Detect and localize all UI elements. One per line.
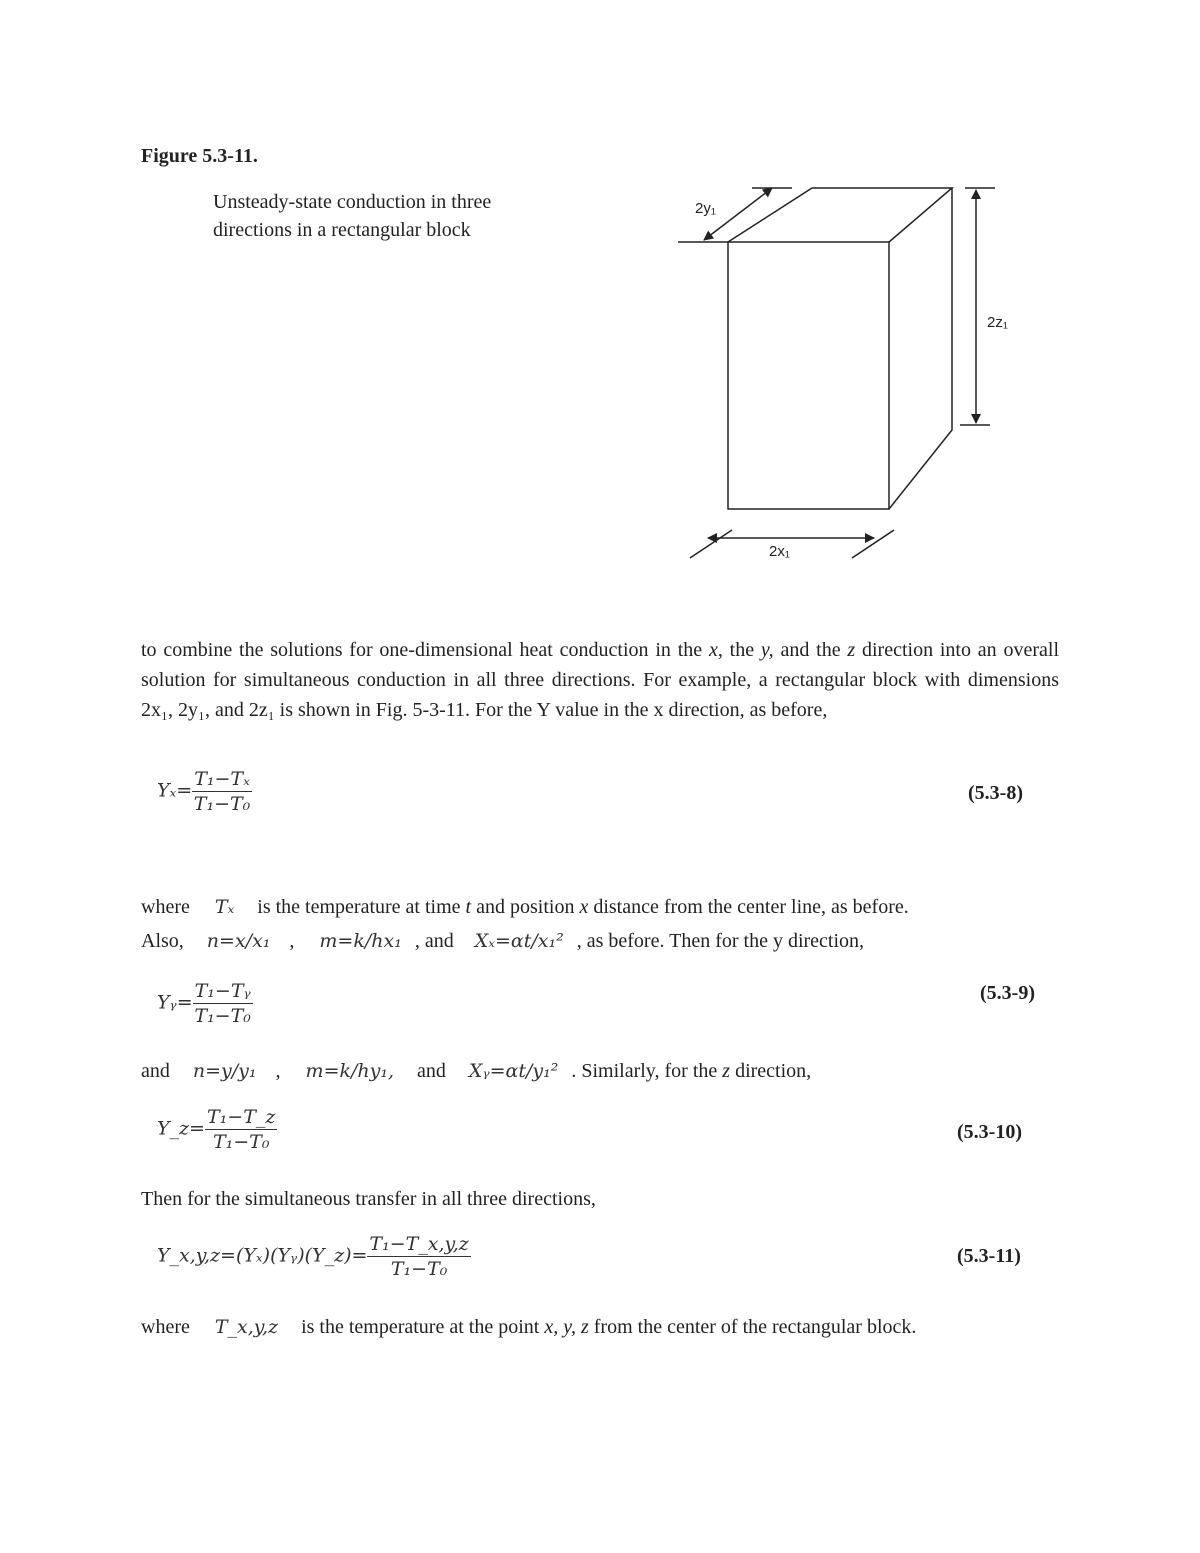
label-2z1: 2z₁ [987, 314, 1008, 331]
eq1-fraction: $\frac{\text{T₁−Tₓ}}{\text{T₁−T₀}}$ [193, 768, 251, 815]
equation-number-5-3-10: (5.3-10) [957, 1121, 1022, 1143]
where-txyz-line: where T_x,y,z is the temperature at the point x, y, z from the center of the rectangular block. [141, 1316, 917, 1338]
block-front-face [728, 242, 889, 509]
eq3-lhs: Y_z= [157, 1117, 205, 1140]
and-y-line: and n=y/y₁ , m=k/hy₁, and Xᵧ=αt/y₁² . Similarly, for the z direction, [141, 1060, 812, 1082]
math-n-x: n=x/x₁ [206, 930, 271, 952]
equation-5-3-11 [157, 1233, 471, 1280]
math-X-y: Xᵧ=αt/y₁² [468, 1060, 559, 1082]
math-txyz: T_x,y,z [214, 1316, 279, 1338]
eq4-lhs: Y_x,y,z=(Yₓ)(Yᵧ)(Y_z)= [157, 1244, 368, 1267]
rectangular-block-diagram [0, 0, 1200, 600]
figure-title: Figure 5.3-11. [141, 145, 258, 167]
math-n-y: n=y/y₁ [192, 1060, 257, 1082]
math-m-y: m=k/hy₁, [305, 1060, 395, 1082]
then-all-line: Then for the simultaneous transfer in all three directions, [141, 1188, 596, 1210]
where-tx-line: where Tₓ is the temperature at time t and position x distance from the center line, as before. [141, 896, 909, 918]
equation-5-3-8 [157, 768, 252, 815]
eq3-fraction: $\frac{\text{T₁−T\_z}}{\text{T₁−T₀}}$ [206, 1106, 276, 1153]
caption-line-1: Unsteady-state conduction in three [213, 191, 492, 213]
eq4-fraction: $\frac{\text{T₁−T\_x,y,z}}{\text{T₁−T₀}}$ [369, 1233, 469, 1280]
eq1-lhs: Yₓ= [157, 779, 193, 802]
eq2-lhs: Yᵧ= [157, 991, 193, 1014]
equation-number-5-3-11: (5.3-11) [957, 1245, 1021, 1267]
label-2x1: 2x₁ [769, 543, 790, 560]
math-m-x: m=k/hx₁ [319, 930, 402, 952]
caption-line-2: directions in a rectangular block [213, 219, 471, 241]
also-line: Also, n=x/x₁ , m=k/hx₁ , and Xₓ=αt/x₁² , as before. Then for the y direction, [141, 930, 865, 952]
equation-number-5-3-9: (5.3-9) [980, 982, 1035, 1004]
block-side-face [889, 188, 952, 509]
eq2-fraction: $\frac{\text{T₁−Tᵧ}}{\text{T₁−T₀}}$ [194, 980, 251, 1027]
math-X-x: Xₓ=αt/x₁² [474, 930, 564, 952]
equation-5-3-10 [157, 1106, 277, 1153]
label-2y1: 2y₁ [695, 200, 716, 217]
math-tx: Tₓ [214, 896, 235, 918]
equation-5-3-9 [157, 980, 253, 1027]
intro-paragraph: to combine the solutions for one-dimensional heat conduction in the x, the y, and the z direction into an overall solution for simultaneous conduction in all three directions. For example, a rectangular block with dimensions 2x₁, 2y₁, and 2z₁ is shown in Fig. 5-3-11. For the Y value in the x direction, as before, [141, 639, 1060, 721]
equation-number-5-3-8: (5.3-8) [968, 782, 1023, 804]
